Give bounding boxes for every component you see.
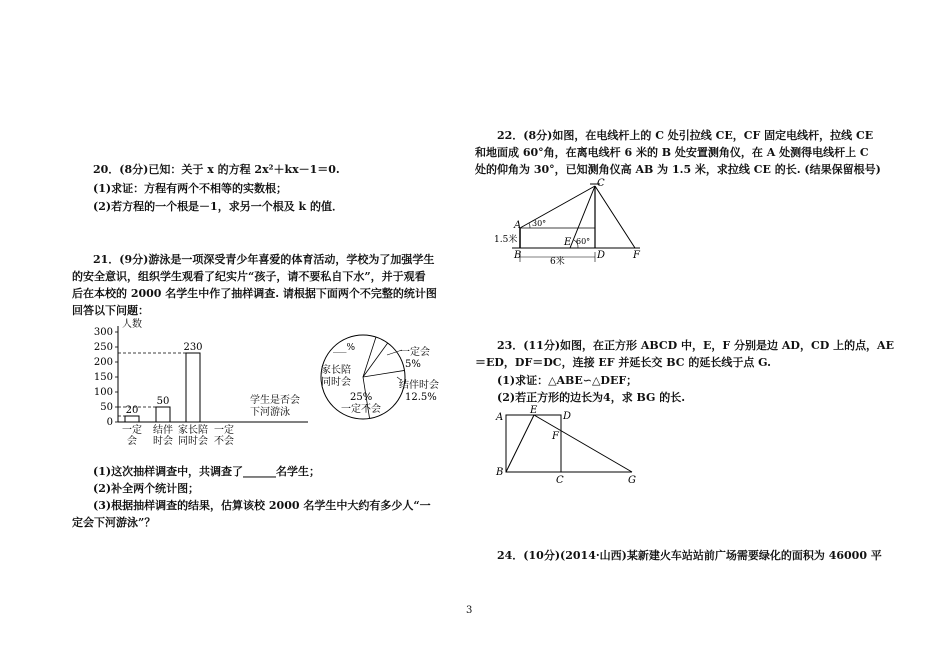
q23-label-G: G <box>628 475 636 485</box>
q20-part1: (1)求证：方程有两个不相等的实数根； <box>93 182 288 195</box>
q22-angle-60: 60° <box>576 237 591 246</box>
q23-figure <box>492 405 642 485</box>
x-tick-label: 一定 <box>214 425 234 436</box>
x-axis-label: 学生是否会 <box>250 395 300 406</box>
q22-line2: 和地面成 60°角，在离电线杆 6 米的 B 处安置测角仪，在 A 处测得电线杆上 C <box>475 146 869 159</box>
pie-value-label: ___% <box>333 343 356 353</box>
q21-sub3b: 定会下河游泳”？ <box>72 516 156 529</box>
y-axis-label: 人数 <box>122 319 142 330</box>
pie-slice-label: 一定会 <box>400 347 430 358</box>
q22-label-F: F <box>633 250 640 261</box>
pie-slice-label: 家长陪 <box>321 365 351 376</box>
q22-height-label: 1.5米 <box>494 235 518 245</box>
q21-line4: 回答以下问题： <box>72 304 149 317</box>
q23-line1: 23．(11分)如图，在正方形 ABCD 中，E，F 分别是边 AD，CD 上的点，AE <box>497 339 894 352</box>
q23-part1: (1)求证：△ABE∽△DEF； <box>497 374 638 387</box>
pie-slice-label: 结伴时会 <box>399 380 439 391</box>
q22-line1: 22．(8分)如图，在电线杆上的 C 处引拉线 CE，CF 固定电线杆，拉线 CE <box>497 129 874 142</box>
q22-line3: 处的仰角为 30°，已知测角仪高 AB 为 1.5 米，求拉线 CE 的长. (结果保留根号) <box>475 163 881 176</box>
bar <box>186 353 200 422</box>
q23-label-C: C <box>556 475 564 485</box>
pie-value-label: 12.5% <box>405 392 437 403</box>
x-tick-label: 家长陪 <box>178 425 208 436</box>
bar-chart <box>72 318 312 448</box>
q21-line2: 的安全意识，组织学生观看了纪实片“孩子，请不要私自下水”，并于观看 <box>72 270 426 283</box>
q21-sub3a: (3)根据抽样调查的结果，估算该校 2000 名学生中大约有多少人“一 <box>93 499 431 512</box>
x-tick-label: 时会 <box>153 436 173 447</box>
q22-angle-30: 30° <box>532 219 547 228</box>
q21-line1: 21．(9分)游泳是一项深受青少年喜爱的体育活动，学校为了加强学生 <box>93 253 435 266</box>
y-tick-label: 50 <box>100 402 113 413</box>
pie-value-label: 5% <box>405 359 421 370</box>
q22-label-E: E <box>564 237 572 248</box>
x-tick-label: 一定 <box>122 425 142 436</box>
q21-line3: 后在本校的 2000 名学生中作了抽样调查. 请根据下面两个不完整的统计图 <box>72 287 437 300</box>
pie-value-label: 25% <box>350 392 373 403</box>
y-tick-label: 250 <box>93 342 113 353</box>
q23-label-E: E <box>530 405 538 416</box>
q23-label-D: D <box>563 411 572 422</box>
q20-part2: (2)若方程的一个根是－1，求另一个根及 k 的值． <box>93 200 343 213</box>
x-tick-label: 不会 <box>214 436 234 447</box>
y-tick-label: 100 <box>93 387 113 398</box>
data-label: 230 <box>183 342 203 353</box>
q22-label-A: A <box>514 220 522 231</box>
q22-label-B: B <box>514 250 522 261</box>
q22-distance-label: 6米 <box>550 257 565 266</box>
pie-chart <box>305 330 455 430</box>
data-label: 50 <box>156 396 170 407</box>
pie-slice-label: 同时会 <box>321 377 351 388</box>
bar <box>156 407 170 422</box>
q22-figure <box>490 176 650 266</box>
q22-label-C: C <box>597 178 605 189</box>
page-number: 3 <box>466 605 473 616</box>
bar <box>125 416 139 422</box>
q21-sub2: (2)补全两个统计图； <box>93 482 200 495</box>
x-tick-label: 结伴 <box>153 425 173 436</box>
q23-part2: (2)若正方形的边长为4，求 BG 的长. <box>497 391 686 404</box>
y-tick-label: 150 <box>93 372 113 383</box>
x-tick-label: 同时会 <box>178 436 208 447</box>
q22-label-D: D <box>597 250 606 261</box>
y-tick-label: 0 <box>106 417 113 428</box>
q23-label-F: F <box>552 431 559 442</box>
q21-sub1: (1)这次抽样调查中，共调查了______名学生； <box>93 465 321 478</box>
y-tick-label: 300 <box>93 327 113 338</box>
q23-label-A: A <box>496 412 504 423</box>
q24-text: 24．(10分)(2014·山西)某新建火车站站前广场需要绿化的面积为 46000 平 <box>497 549 882 562</box>
x-axis-label: 下河游泳 <box>250 407 290 418</box>
data-label: 20 <box>125 405 139 416</box>
q23-line2: ＝ED，DF＝DC，连接 EF 并延长交 BC 的延长线于点 G. <box>475 356 771 369</box>
q20-title: 20．(8分)已知：关于 x 的方程 2x²＋kx－1＝0. <box>93 163 340 176</box>
q23-label-B: B <box>496 467 504 478</box>
y-tick-label: 200 <box>93 357 113 368</box>
x-tick-label: 会 <box>127 436 137 447</box>
pie-slice-label: 一定不会 <box>341 404 381 415</box>
